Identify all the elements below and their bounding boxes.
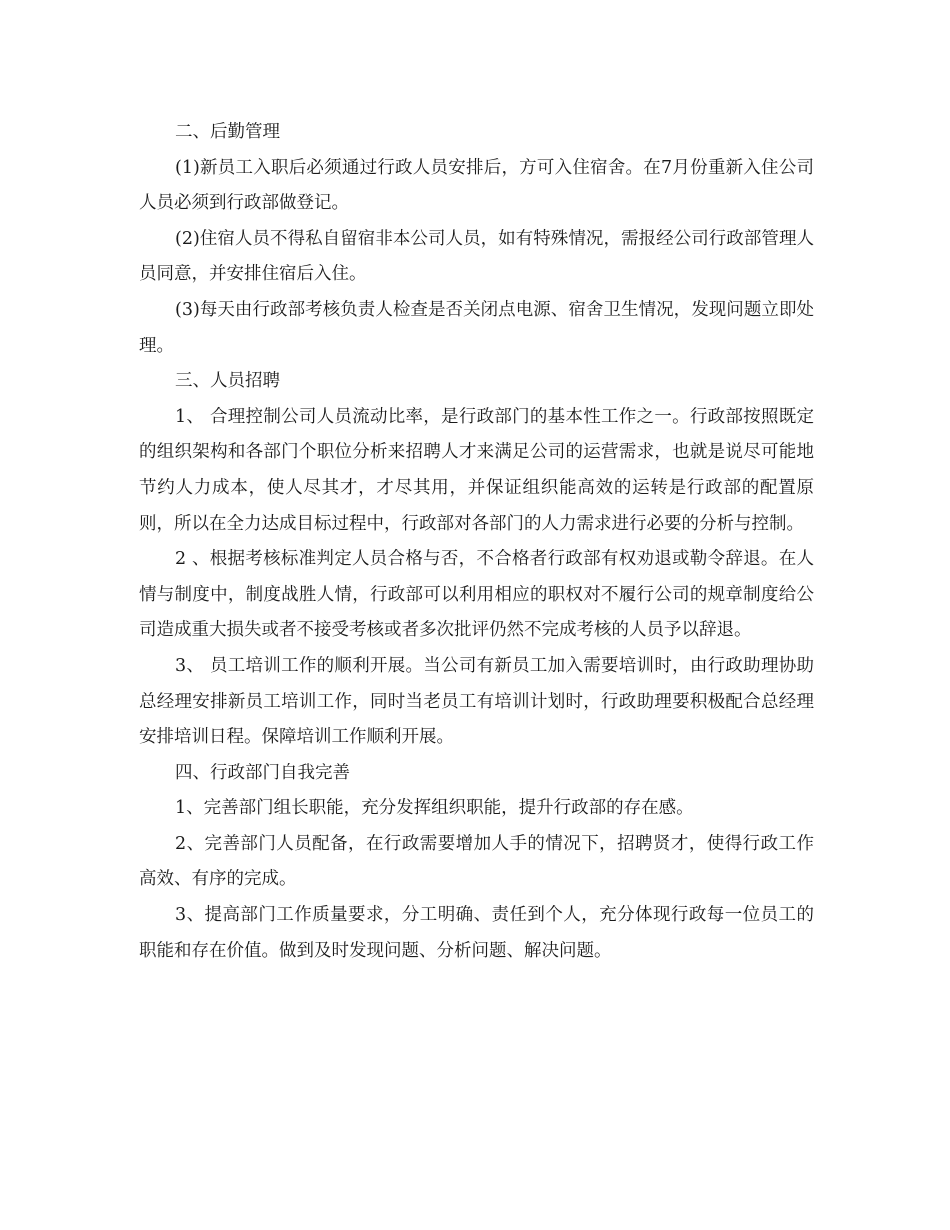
paragraph: 1、 合理控制公司人员流动比率，是行政部门的基本性工作之一。行政部按照既定的组织架构和各部门个职位分析来招聘人才来满足公司的运营需求，也就是说尽可能地节约人力成本，使人尽其才，才尽其用，并保证组织能高效的运转是行政部的配置原则，所以在全力达成目标过程中，行政部对各部门的人力需求进行必要的分析与控制。 [139,406,814,534]
paragraph: (1)新员工入职后必须通过行政人员安排后，方可入住宿舍。在7月份重新入住公司人员必须到行政部做登记。 [139,157,814,214]
section-heading-recruitment: 三、人员招聘 [175,371,280,392]
section-heading-self-improvement: 四、行政部门自我完善 [175,762,350,783]
paragraph: 3、 员工培训工作的顺利开展。当公司有新员工加入需要培训时，由行政助理协助总经理安排新员工培训工作，同时当老员工有培训计划时，行政助理要积极配合总经理安排培训日程。保障培训工作顺利开展。 [139,655,814,748]
document-body [139,115,814,969]
paragraph: 2、完善部门人员配备，在行政需要增加人手的情况下，招聘贤才，使得行政工作高效、有序的完成。 [139,833,814,890]
paragraph: 3、提高部门工作质量要求，分工明确、责任到个人，充分体现行政每一位员工的职能和存在价值。做到及时发现问题、分析问题、解决问题。 [139,905,814,961]
paragraph: (2)住宿人员不得私自留宿非本公司人员，如有特殊情况，需报经公司行政部管理人员同意，并安排住宿后入住。 [139,228,814,285]
paragraph: (3)每天由行政部考核负责人检查是否关闭点电源、宿舍卫生情况，发现问题立即处理。 [139,299,814,356]
paragraph: 2 、根据考核标准判定人员合格与否，不合格者行政部有权劝退或勒令辞退。在人情与制度中，制度战胜人情，行政部可以利用相应的职权对不履行公司的规章制度给公司造成重大损失或者不接受考核或者多次批评仍然不完成考核的人员予以辞退。 [139,549,814,641]
paragraph: 1、完善部门组长职能，充分发挥组织职能，提升行政部的存在感。 [175,798,694,819]
section-heading-logistics: 二、后勤管理 [175,122,280,142]
